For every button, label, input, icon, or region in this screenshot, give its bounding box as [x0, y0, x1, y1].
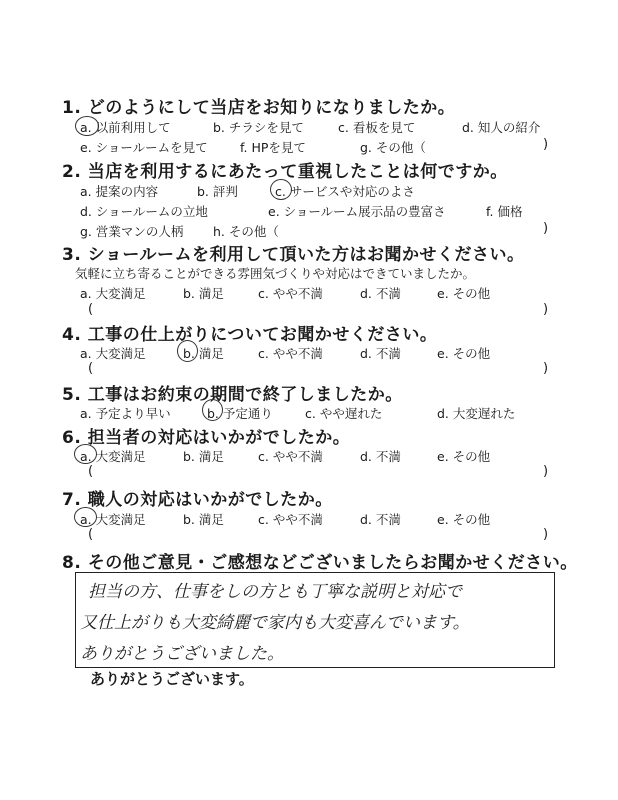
handwritten-comment-line: 又仕上がりも大変綺麗で家内も大変喜んでいます。	[80, 613, 470, 633]
q2-option-a: a. 提案の内容	[80, 184, 159, 199]
question-1-title: 1. どのようにして当店をお知りになりましたか。	[62, 98, 456, 118]
q2-option-b: b. 評判	[197, 184, 238, 199]
question-4-title: 4. 工事の仕上がりについてお聞かせください。	[62, 325, 438, 345]
q1-option-e: e. ショールームを見て	[80, 140, 208, 155]
q7-option-e: e. その他	[437, 512, 491, 527]
q1-option-c: c. 看板を見て	[338, 120, 416, 135]
q4-option-a: a. 大変満足	[80, 346, 146, 361]
q4-option-c: c. やや不満	[258, 346, 323, 361]
closing-thanks: ありがとうございます。	[90, 670, 254, 688]
q6-option-e: e. その他	[437, 449, 491, 464]
q2-option-f: f. 価格	[486, 204, 523, 219]
q1-option-f: f. HPを見て	[240, 140, 306, 155]
q6-open-paren: (	[88, 464, 94, 479]
q3-option-d: d. 不満	[360, 286, 401, 301]
q3-close-paren: )	[543, 302, 549, 317]
q7-option-b: b. 満足	[183, 512, 224, 527]
q1-option-g: g. その他（	[360, 140, 426, 155]
q3-option-e: e. その他	[437, 286, 491, 301]
q6-close-paren: )	[543, 464, 549, 479]
q1-close-paren: )	[543, 137, 549, 152]
question-8-title: 8. その他ご意見・ご感想などございましたらお聞かせください。	[62, 553, 578, 573]
handwritten-comment-line: 担当の方、仕事をしの方とも丁寧な説明と対応で	[88, 582, 462, 602]
q5-option-c: c. やや遅れた	[305, 406, 383, 421]
q2-option-d: d. ショールームの立地	[80, 204, 208, 219]
q7-option-a: a. 大変満足	[80, 512, 146, 527]
q3-option-c: c. やや不満	[258, 286, 323, 301]
q6-option-d: d. 不満	[360, 449, 401, 464]
q2-close-paren: )	[543, 221, 549, 236]
q3-option-b: b. 満足	[183, 286, 224, 301]
q2-option-g: g. 営業マンの人柄	[80, 224, 184, 239]
handwritten-comment-line: ありがとうございました。	[80, 644, 284, 664]
question-6-title: 6. 担当者の対応はいかがでしたか。	[62, 428, 351, 448]
q4-close-paren: )	[543, 361, 549, 376]
q7-option-c: c. やや不満	[258, 512, 323, 527]
q4-option-d: d. 不満	[360, 346, 401, 361]
q7-option-d: d. 不満	[360, 512, 401, 527]
question-7-title: 7. 職人の対応はいかがでしたか。	[62, 490, 333, 510]
q1-option-a: a. 以前利用して	[80, 120, 171, 135]
q5-option-d: d. 大変遅れた	[437, 406, 516, 421]
q1-option-b: b. チラシを見て	[213, 120, 304, 135]
q4-option-b: b. 満足	[183, 346, 224, 361]
q3-option-a: a. 大変満足	[80, 286, 146, 301]
q6-option-a: a. 大変満足	[80, 449, 146, 464]
q3-subtitle: 気軽に立ち寄ることができる雰囲気づくりや対応はできていましたか。	[75, 266, 476, 281]
q6-option-b: b. 満足	[183, 449, 224, 464]
q7-open-paren: (	[88, 527, 94, 542]
question-5-title: 5. 工事はお約束の期間で終了しましたか。	[62, 385, 403, 405]
q2-option-h: h. その他（	[213, 224, 279, 239]
q4-open-paren: (	[88, 361, 94, 376]
q7-close-paren: )	[543, 527, 549, 542]
q5-option-b: b. 予定通り	[207, 406, 273, 421]
question-2-title: 2. 当店を利用するにあたって重視したことは何ですか。	[62, 162, 508, 182]
q5-option-a: a. 予定より早い	[80, 406, 171, 421]
q1-option-d: d. 知人の紹介	[462, 120, 541, 135]
q2-option-e: e. ショールーム展示品の豊富さ	[268, 204, 446, 219]
q4-option-e: e. その他	[437, 346, 491, 361]
question-3-title: 3. ショールームを利用して頂いた方はお聞かせください。	[62, 245, 525, 265]
q3-open-paren: (	[88, 302, 94, 317]
q2-option-c: c. サービスや対応のよさ	[275, 184, 415, 199]
q6-option-c: c. やや不満	[258, 449, 323, 464]
